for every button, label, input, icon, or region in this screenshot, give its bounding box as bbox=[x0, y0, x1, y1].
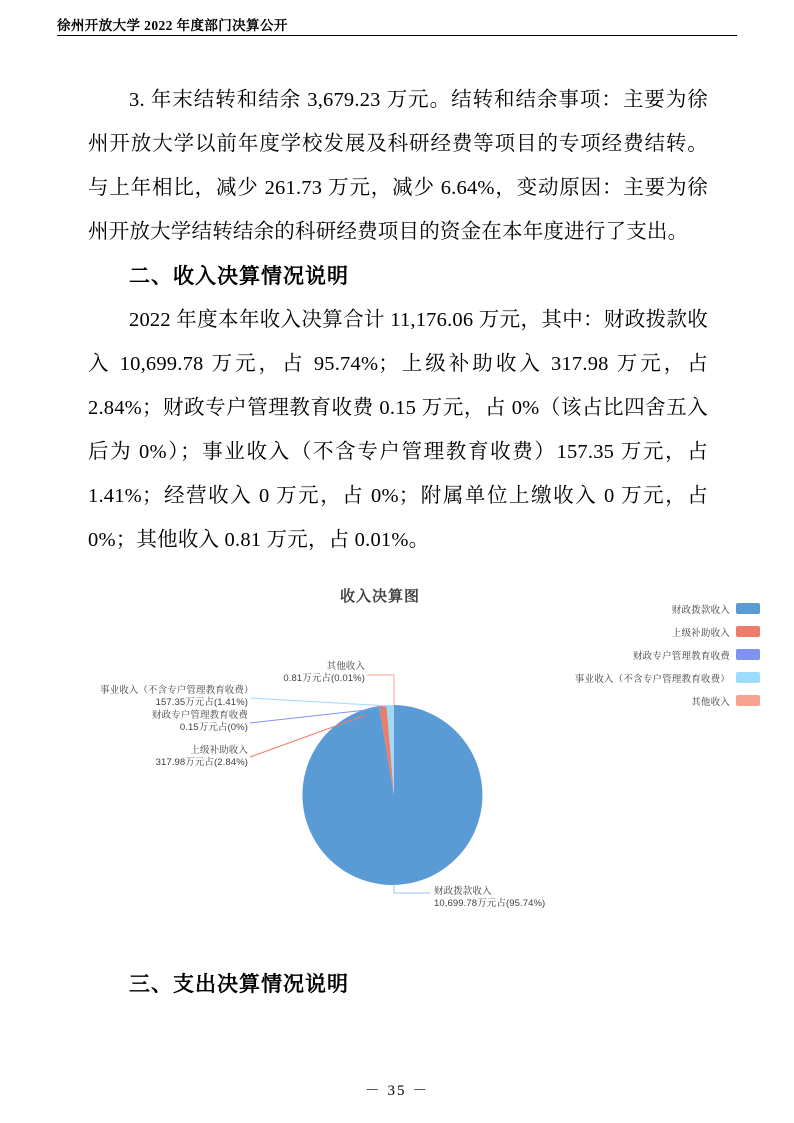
callout-title: 上级补助收入 bbox=[190, 745, 248, 756]
expense-section bbox=[88, 962, 708, 1006]
paragraph-carryover: 3. 年末结转和结余 3,679.23 万元。结转和结余事项：主要为徐州开放大学以前年度学校发展及科研经费等项目的专项经费结转。与上年相比，减少 261.73 万元，减少 6.64%，变动原因：主要为徐州开放大学结转结余的科研经费项目的资金在本年度进行了支出。 bbox=[88, 89, 708, 243]
section-heading-expense: 三、支出决算情况说明 bbox=[129, 972, 349, 996]
callout-title: 财政拨款收入 bbox=[434, 886, 492, 897]
callout-value: 10,699.78万元占(95.74%) bbox=[434, 898, 546, 909]
page-number: － 35 － bbox=[364, 1083, 430, 1099]
leader-line-qita-shouru bbox=[367, 675, 394, 705]
callout-zhuanhu-jiaoyu bbox=[100, 710, 248, 734]
callout-title: 事业收入（不含专户管理教育收费） bbox=[100, 685, 254, 696]
legend-swatch-icon bbox=[736, 626, 760, 637]
page-header bbox=[57, 14, 737, 34]
chart-title: 收入决算图 bbox=[339, 588, 420, 605]
callout-value: 0.15万元占(0%) bbox=[179, 722, 248, 733]
callout-title: 其他收入 bbox=[326, 661, 365, 672]
callout-title: 财政专户管理教育收费 bbox=[151, 710, 248, 721]
paragraph-income: 2022 年度本年收入决算合计 11,176.06 万元，其中：财政拨款收入 10,699.78 万元，占 95.74%；上级补助收入 317.98 万元，占 2.84%；财政专户管理教育收费 0.15 万元，占 0%（该占比四舍五入后为 0%）；事业收入（不含专户管理教育收费）157.35 万元，占 1.41%；经营收入 0 万元，占 0%；附属单位上缴收入 0 万元，占 0%；其他收入 0.81 万元，占 0.01%。 bbox=[88, 309, 708, 551]
leader-line-shiye-shouru bbox=[250, 698, 388, 706]
legend-label: 财政专户管理教育收费 bbox=[632, 650, 730, 662]
pie-slices bbox=[302, 705, 482, 885]
header-title: 徐州开放大学 2022 年度部门决算公开 bbox=[57, 18, 288, 33]
legend-swatch-icon bbox=[736, 695, 760, 706]
income-pie-chart bbox=[100, 585, 760, 915]
leader-line-caizheng-bokuan bbox=[394, 885, 430, 893]
callout-value: 157.35万元占(1.41%) bbox=[155, 697, 248, 708]
callout-value: 0.81万元占(0.01%) bbox=[283, 673, 365, 684]
section-heading-income: 二、收入决算情况说明 bbox=[129, 264, 349, 288]
document-body bbox=[88, 78, 708, 562]
callout-qita-shouru bbox=[260, 661, 365, 685]
legend-label: 上级补助收入 bbox=[671, 627, 730, 639]
pie-plot-area bbox=[100, 605, 660, 915]
legend-swatch-icon bbox=[736, 649, 760, 660]
legend-swatch-icon bbox=[736, 603, 760, 614]
callout-shiye-shouru bbox=[100, 685, 254, 709]
callout-caizheng-bokuan bbox=[434, 886, 614, 910]
legend-label: 事业收入（不含专户管理教育收费） bbox=[574, 673, 730, 685]
callout-value: 317.98万元占(2.84%) bbox=[155, 757, 248, 768]
legend-swatch-icon bbox=[736, 672, 760, 683]
legend-label: 财政拨款收入 bbox=[671, 604, 730, 616]
callout-shangji-buzhu bbox=[100, 745, 248, 769]
header-divider bbox=[57, 35, 737, 36]
page-footer bbox=[0, 1079, 794, 1100]
legend-label: 其他收入 bbox=[691, 696, 730, 708]
